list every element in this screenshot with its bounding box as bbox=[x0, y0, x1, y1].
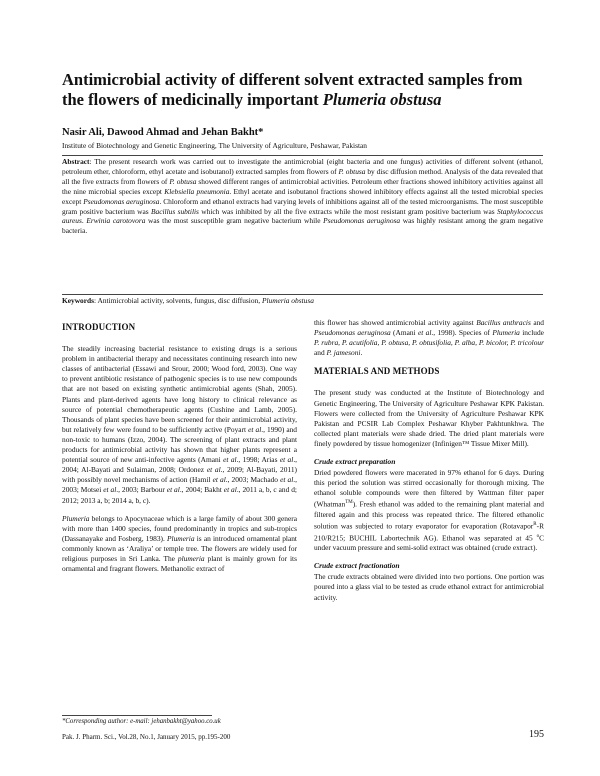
intro-text: The steadily increasing bacterial resistance to existing drugs is a serious problem in antibacterial therapy and necessitates continuing research into new classes of antibacterial (Essawi and Srour, 2000; Wood ford, 2003). One way to prevent antibiotic resistance of pathogenic species is to use new compounds that are not based on existing synthetic antimicrobial agents (Shah, 2005). Plants and plant-derived agents have long history to clinical relevance as source of potential chemotherapeutic agents (Cushine and Lamb, 2005). Thousands of plant species have been screened for their antimicrobial activity, but relatively few were found to be sufficiently active (Poyart bbox=[62, 344, 297, 434]
abstract-text: was the most susceptible gram negative bacterium while bbox=[145, 216, 324, 226]
crude-extract-heading: Crude extract preparation bbox=[314, 457, 396, 467]
degree-mark: o bbox=[536, 533, 540, 539]
intro-text: and bbox=[314, 348, 327, 358]
et-al: et al bbox=[417, 328, 432, 338]
keywords-label: Keywords bbox=[62, 296, 95, 305]
introduction-paragraph-2 bbox=[62, 514, 297, 575]
article-title bbox=[62, 70, 542, 110]
affiliation: Institute of Biotechnology and Genetic Engineering, The University of Agriculture, Peshawar, Pakistan bbox=[62, 141, 367, 150]
intro-text: is an introduced ornamental plant commonly known as ‘Araliya’ or temple tree. The flowers are widely used for religious purposes in Sri Lanka. The bbox=[62, 533, 297, 563]
abstract-text: : The present research work was carried out to investigate the antimicrobial (eight bacteria and one fungus) activities of different solvent (ethanol, petroleum ether, chloroform, ethyl acetate and isobutanol) extracted samples from flowers of bbox=[62, 157, 543, 176]
abstract-species: Bacillus subtilis bbox=[151, 206, 199, 216]
crude-extract-paragraph bbox=[314, 468, 544, 553]
introduction-continuation bbox=[314, 318, 544, 358]
methods-text: ). Fresh ethanol was added to the remaining plant material and filtered again and this process was repeated thrice. The filtered ethanolic solution was subjected to rotary evaporator for evaporation (Rotavapor bbox=[314, 499, 544, 531]
fractionation-heading: Crude extract fractionation bbox=[314, 561, 400, 571]
introduction-paragraph-1 bbox=[62, 344, 297, 506]
species-name: P. jamesoni bbox=[326, 348, 361, 358]
right-column bbox=[314, 318, 544, 611]
methods-text: Dried powdered flowers were macerated in 97% ethanol for 6 days. During this period the solution was stirred occasionally for thorough mixing. The ethanol soluble compounds were then filtered by Wattman filter paper (Whatman bbox=[314, 468, 544, 509]
et-al: et al bbox=[212, 475, 226, 485]
abstract bbox=[62, 157, 543, 236]
et-al: et al bbox=[166, 485, 180, 495]
intro-text: . bbox=[360, 348, 363, 358]
title-species: Plumeria obstusa bbox=[322, 90, 442, 109]
abstract-text: showed different ranges of antimicrobial activities. Petroleum ether fractions showed inhibitory activities against all the nine microbial species except bbox=[62, 176, 543, 196]
et-al: et al bbox=[248, 424, 262, 434]
title-text: Antimicrobial activity of different solvent extracted samples from the flowers of medicinally important bbox=[62, 70, 523, 109]
intro-text: include bbox=[519, 328, 544, 338]
journal-citation-footer: Pak. J. Pharm. Sci., Vol.28, No.1, January 2015, pp.195-200 bbox=[62, 733, 231, 741]
intro-text: ., 1990) and non-toxic to humans (Izzo, 2004). The screening of plant extracts and plant products for antimicrobial activity has shown that higher plants represent a potential source of new anti-infective agents (Amani bbox=[62, 424, 297, 465]
intro-text: and bbox=[530, 318, 544, 327]
abstract-top-rule bbox=[62, 155, 543, 156]
intro-text: (Amani bbox=[390, 328, 418, 338]
intro-text: ., 2009; Al-Bayati, 2011) with possibly novel mechanisms of action (Hamil bbox=[62, 465, 297, 485]
corresponding-author-footnote: *Corresponding author: e-mail: jehanbakht@yahoo.co.uk bbox=[62, 718, 221, 725]
fractionation-paragraph: The crude extracts obtained were divided into two portions. One portion was poured into a glass vial to be tested as crude ethanol extract for antimicrobial activity. bbox=[314, 572, 544, 602]
abstract-species: Pseudomonas aeruginosa bbox=[83, 196, 160, 206]
intro-text: ., 2004; Bakht bbox=[179, 485, 224, 495]
et-al: et al bbox=[223, 455, 237, 465]
footnote-rule bbox=[62, 715, 212, 716]
intro-text: ., 2003; Motsei bbox=[62, 475, 297, 495]
intro-text: ., 2004; Al-Bayati and Sulaiman, 2008; Ordonez bbox=[62, 455, 298, 475]
species-name: Pseudomonas aeruginosa bbox=[314, 328, 391, 338]
species-list: P. rubra, P. acutifolia, P. obtusa, P. obtusifolia, P. alba, P. bicolor, P. tricolour bbox=[314, 338, 544, 348]
intro-text: ., 2003; Machado bbox=[225, 475, 281, 485]
keywords bbox=[62, 296, 543, 306]
methods-heading: MATERIALS AND METHODS bbox=[314, 366, 440, 377]
left-column bbox=[62, 316, 297, 582]
author-list: Nasir Ali, Dawood Ahmad and Jehan Bakht* bbox=[62, 127, 264, 138]
keywords-text: : Antimicrobial activity, solvents, fungus, disc diffusion, bbox=[94, 296, 262, 305]
et-al: et al bbox=[280, 475, 294, 485]
abstract-text: . bbox=[81, 216, 87, 226]
abstract-text: . Chloroform and ethanol extracts had varying levels of inhibitions against all of the tested microorganisms. The most susceptible gram positive bacterium was bbox=[62, 196, 543, 216]
intro-text: this flower has showed antimicrobial activity against bbox=[314, 318, 477, 327]
et-al: et al bbox=[223, 485, 237, 495]
abstract-text: was highly resistant among the gram negative bacteria. bbox=[62, 216, 543, 236]
registered-mark: R bbox=[533, 522, 537, 528]
introduction-heading: INTRODUCTION bbox=[62, 322, 136, 332]
et-al: et al bbox=[206, 465, 221, 475]
abstract-text: . Ethyl acetate and isobutanol fractions showed inhibitory effects against all the tested microbial species except bbox=[62, 186, 543, 206]
page-number: 195 bbox=[529, 729, 544, 740]
keywords-species: Plumeria obstusa bbox=[261, 296, 314, 305]
intro-text: ., 2011 a, b, c and d; 2012; 2013 a, b; 2014 a, b, c). bbox=[62, 485, 297, 505]
abstract-species: P. obtusa bbox=[338, 166, 366, 176]
abstract-species: Klebsiella pneumonia bbox=[164, 186, 230, 196]
trademark-mark: TM bbox=[345, 500, 353, 506]
et-al: et al bbox=[103, 485, 117, 495]
intro-text: ., 2003; Barbour bbox=[116, 485, 167, 495]
genus-name: Plumeria bbox=[167, 533, 195, 543]
abstract-species: Erwinia carotovora bbox=[86, 216, 146, 226]
genus-name: Plumeria bbox=[62, 513, 90, 523]
genus-name: Plumeria bbox=[492, 328, 520, 338]
intro-text: ., 1998; Arias bbox=[236, 455, 280, 465]
abstract-text: by disc diffusion method. Analysis of the data revealed that all the five extracts from flowers of bbox=[62, 166, 544, 186]
intro-text: ., 1998). Species of bbox=[431, 328, 493, 338]
methods-paragraph: The present study was conducted at the Institute of Biotechnology and Genetic Engineering, The University of Agriculture Peshawar KPK Pakistan. Flowers were collected from the University of Agriculture Peshawar KPK Pakistan and PCSIR Lab Complex Peshawar Khyber Pakhtunkhwa. The collected plant materials were shade dried. The dried plant materials were finely powdered by tissue homogenizer (Infinigen™ Tissue Mixer Mill). bbox=[314, 388, 544, 448]
methods-text: -R 210/R215; BUCHIL Labortechnik AG). Ethanol was separated at 45 bbox=[314, 521, 544, 543]
intro-text: plant is mainly grown for its ornamental and fragrant flowers. Methanolic extract of bbox=[62, 553, 297, 574]
abstract-label: Abstract bbox=[62, 157, 90, 166]
genus-name: plumeria bbox=[177, 553, 205, 563]
abstract-species: P. obtusa bbox=[169, 176, 197, 186]
intro-text: belongs to Apocynaceae which is a large family of about 300 genera with more than 1400 species, found predominantly in tropics and sub-tropics (Dassanayake and Fosberg, 1983). bbox=[62, 513, 297, 543]
methods-text: C under vacuum pressure and semi-solid extract was obtained (crude extract). bbox=[314, 533, 544, 553]
abstract-text: which was inhibited by all the five extracts while the most resistant gram positive bacterium was bbox=[198, 206, 498, 216]
abstract-species: Pseudomonas aeruginosa bbox=[323, 216, 401, 226]
et-al: et al bbox=[279, 455, 294, 465]
abstract-bottom-rule bbox=[62, 294, 543, 295]
abstract-species: Staphylococcus aureus bbox=[62, 206, 543, 226]
species-name: Bacillus anthracis bbox=[476, 318, 531, 327]
